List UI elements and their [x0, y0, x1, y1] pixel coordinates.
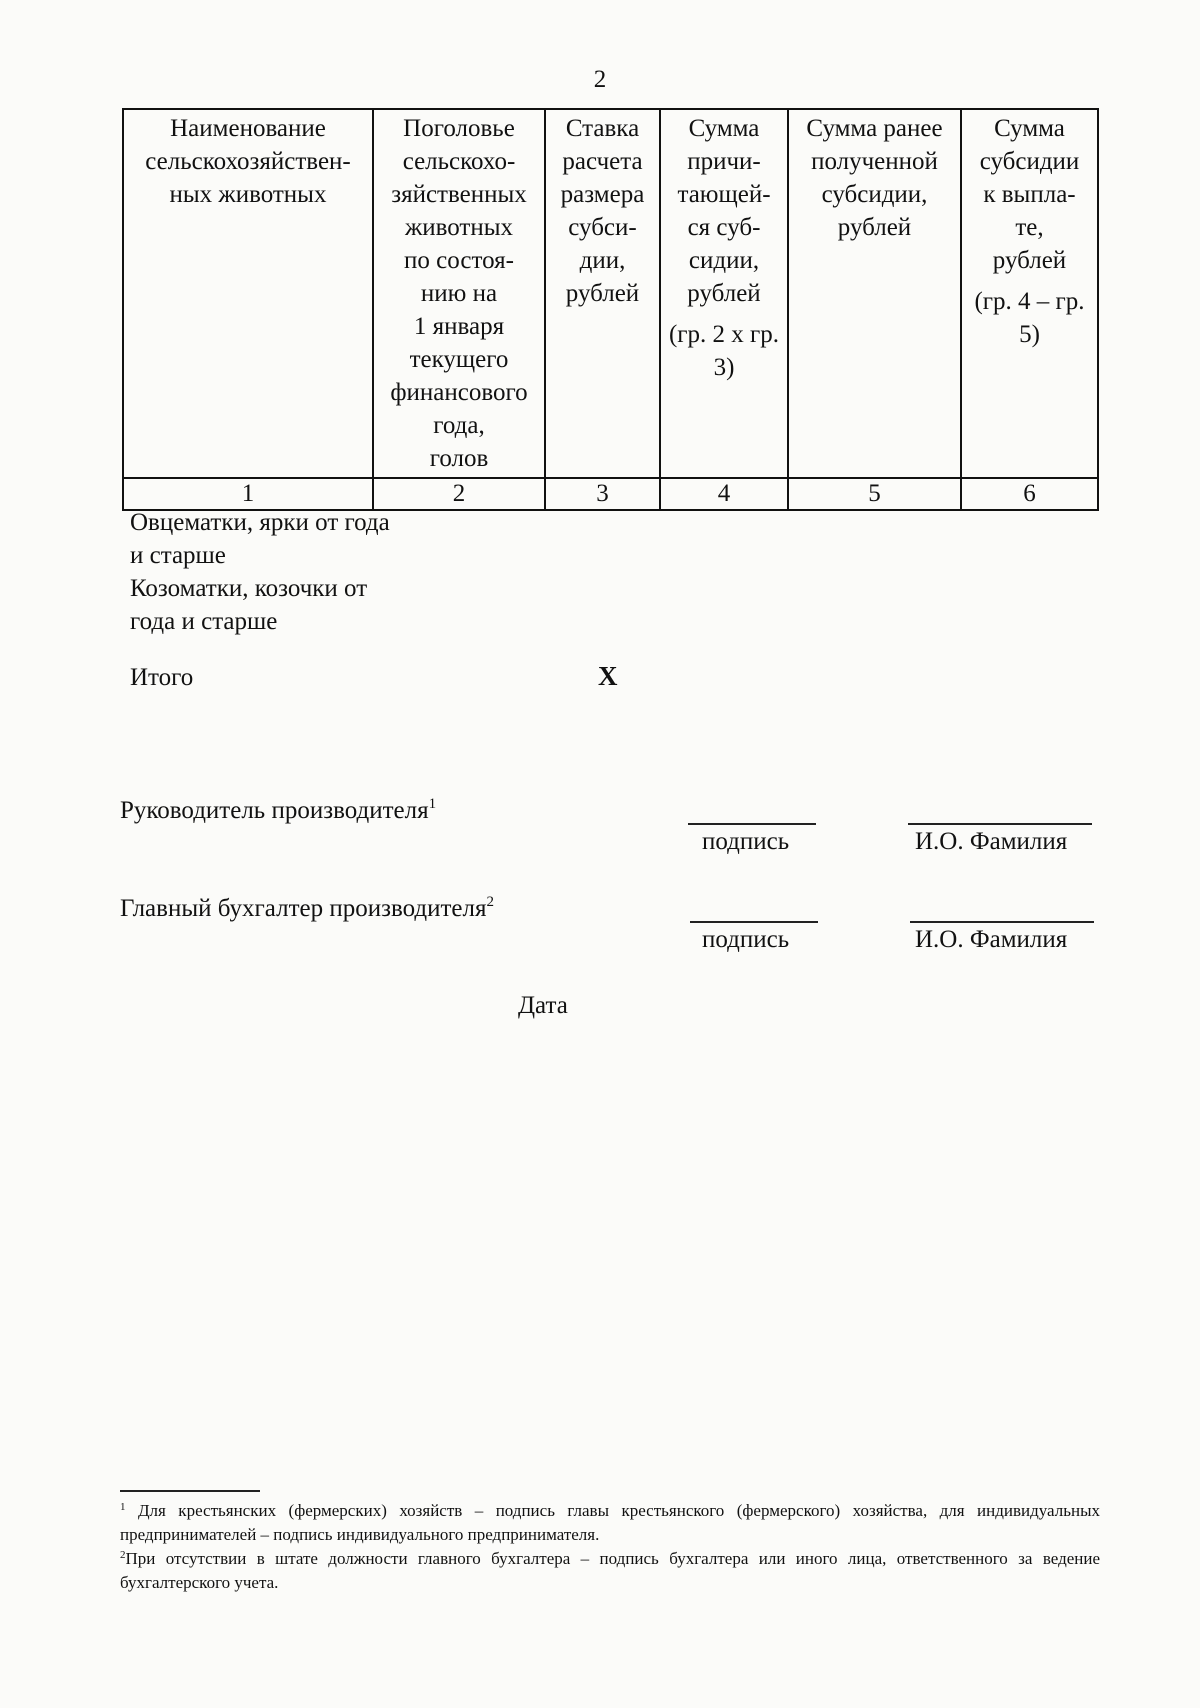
date-label: Дата — [518, 992, 568, 1019]
column-number: 4 — [660, 478, 788, 510]
header-line: субсидии — [979, 148, 1080, 175]
header-cell-animal-name — [123, 109, 373, 478]
footnote-divider — [120, 1490, 260, 1492]
table-header-row — [123, 109, 1098, 478]
header-cell-subsidy-rate — [545, 109, 660, 478]
name-line — [908, 823, 1092, 825]
header-line: Сумма — [688, 115, 760, 142]
header-line: животных — [404, 214, 514, 241]
row-label-goats: Козоматки, козочки от года и старше — [130, 575, 368, 635]
header-line: рублей — [565, 280, 640, 307]
header-line: Наименование — [170, 115, 326, 142]
header-line: финансового — [390, 379, 528, 406]
column-number: 6 — [961, 478, 1098, 510]
signature-caption: подпись — [702, 926, 790, 953]
header-formula: (гр. 4 – гр. 5) — [974, 288, 1085, 348]
header-cell-due-amount — [660, 109, 788, 478]
signature-caption: подпись — [702, 828, 790, 855]
footnote-text: Для крестьянских (фермерских) хозяйств – подпись главы крестьянского (фермерского) хозяйства, для индивидуальных предпринимателей – подпись индивидуального предпринимателя. — [120, 1501, 1100, 1544]
column-number: 2 — [373, 478, 545, 510]
footnote-2 — [120, 1543, 1100, 1595]
header-formula: (гр. 2 х гр. 3) — [668, 321, 780, 381]
header-line: дии, — [579, 247, 626, 274]
header-line: рублей — [687, 280, 761, 307]
signature-line — [690, 921, 818, 923]
header-cell-livestock-count — [373, 109, 545, 478]
role-text: Руководитель производителя — [120, 797, 429, 824]
header-line: текущего — [409, 346, 509, 373]
column-number: 1 — [123, 478, 373, 510]
header-line: Сумма ранее — [806, 115, 943, 142]
header-line: ных животных — [169, 181, 327, 208]
header-line: Ставка — [565, 115, 640, 142]
header-line: тающей- — [677, 181, 771, 208]
header-line: к выпла- — [983, 181, 1076, 208]
total-label: Итого — [130, 664, 194, 691]
footnote-ref: 2 — [486, 894, 494, 910]
header-line: рублей — [992, 247, 1067, 274]
row-label-sheep: Овцематки, ярки от года и старше — [130, 509, 390, 569]
header-line: субсидии, — [821, 181, 928, 208]
header-line: нию на — [420, 280, 498, 307]
column-number: 3 — [545, 478, 660, 510]
footnote-marker: 1 — [120, 1501, 126, 1513]
footnote-ref: 1 — [428, 796, 437, 812]
header-line: ся суб- — [687, 214, 761, 241]
subsidy-table — [122, 108, 1099, 511]
header-line: голов — [429, 445, 489, 472]
signature-role-head — [120, 796, 436, 825]
name-caption: И.О. Фамилия — [915, 926, 1068, 953]
header-line: 1 января — [413, 313, 505, 340]
footnote-marker: 2 — [120, 1549, 126, 1561]
header-line: расчета — [562, 148, 643, 175]
header-line: зяйственных — [391, 181, 527, 208]
signature-role-accountant — [120, 894, 494, 923]
header-cell-payable-amount — [961, 109, 1098, 478]
header-line: причи- — [687, 148, 761, 175]
header-line: сельскохо- — [402, 148, 516, 175]
total-not-applicable-mark: Х — [598, 661, 618, 691]
page-number: 2 — [593, 66, 607, 93]
header-line: года, — [433, 412, 485, 439]
column-number: 5 — [788, 478, 961, 510]
footnote-1 — [120, 1495, 1100, 1547]
header-line: Сумма — [994, 115, 1065, 142]
name-caption: И.О. Фамилия — [915, 828, 1068, 855]
header-line: сельскохозяйствен- — [145, 148, 351, 175]
header-line: размера — [560, 181, 645, 208]
role-text: Главный бухгалтер производителя — [120, 895, 487, 922]
header-line: сидии, — [688, 247, 760, 274]
header-line: Поголовье — [403, 115, 515, 142]
header-line: субси- — [568, 214, 637, 241]
signature-line — [688, 823, 816, 825]
header-line: по состоя- — [404, 247, 514, 274]
header-line: полученной — [811, 148, 938, 175]
header-line: те, — [1015, 214, 1044, 241]
header-line: рублей — [837, 214, 912, 241]
footnote-text: При отсутствии в штате должности главного бухгалтера – подпись бухгалтера или иного лица, ответственного за ведение бухгалтерского учета. — [120, 1549, 1100, 1592]
header-cell-previously-received — [788, 109, 961, 478]
name-line — [910, 921, 1094, 923]
